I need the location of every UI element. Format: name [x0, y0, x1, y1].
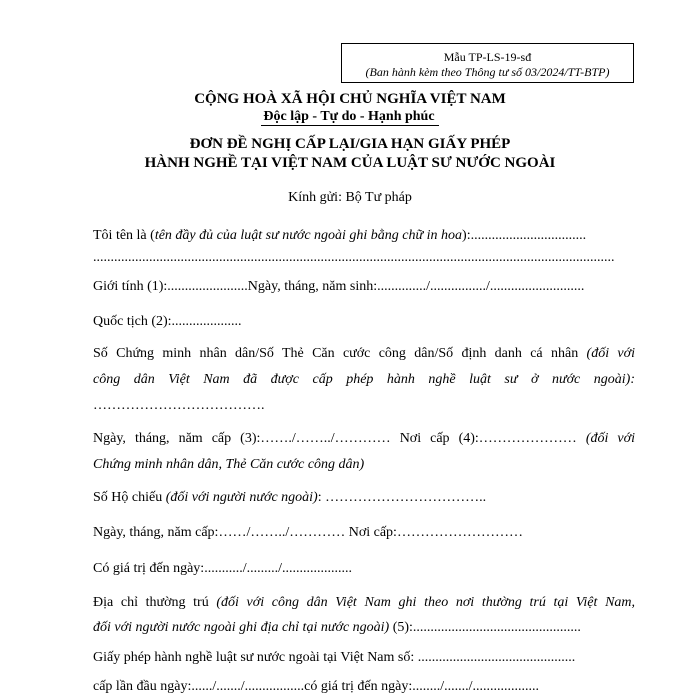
license-issue-field: cấp lần đầu ngày:....../......./.................có giá trị đến ngày:......../......./...................	[93, 679, 539, 694]
name-dots: ):.................................	[462, 228, 587, 243]
form-code-box	[341, 43, 634, 83]
motto-text: Độc lập - Tự do - Hạnh phúc	[261, 109, 438, 126]
id-hint-1: (đối với	[586, 346, 635, 361]
license-number-field: Giấy phép hành nghề luật sư nước ngoài tại Việt Nam số: .............................................	[93, 650, 576, 665]
passport-issue-field: Ngày, tháng, năm cấp:……/……../………… Nơi cấp:………………………	[93, 525, 523, 540]
id-issue-line-2: Chứng minh nhân dân, Thẻ Căn cước công dân)	[93, 457, 365, 472]
document-title-line-1: ĐƠN ĐỀ NGHỊ CẤP LẠI/GIA HẠN GIẤY PHÉP	[189, 136, 511, 152]
residence-hint-2: đối với người nước ngoài ghi địa chỉ tại nước ngoài)	[93, 620, 390, 635]
name-hint: tên đầy đủ của luật sư nước ngoài ghi bằng chữ in hoa	[154, 228, 463, 243]
motto	[0, 109, 700, 125]
nationality-field: Quốc tịch (2):....................	[93, 314, 242, 329]
residence-hint-1: (đối với công dân Việt Nam ghi theo nơi thường trú tại Việt Nam,	[216, 595, 635, 610]
name-field	[93, 228, 635, 244]
id-number-line-2: công dân Việt Nam đã được cấp phép hành nghề luật sư ở nước ngoài):	[93, 372, 635, 387]
id-issue-hint-1: (đối với	[585, 431, 635, 446]
residence-line-1	[93, 595, 635, 611]
passport-dots: : ……………………………..	[317, 490, 487, 505]
name-label: Tôi tên là (	[93, 228, 155, 243]
form-issued-by: (Ban hành kèm theo Thông tư số 03/2024/TT-BTP)	[365, 65, 610, 79]
id-issue-date: Ngày, tháng, năm cấp (3):……./……../………… Nơi cấp (4):…………………	[93, 431, 586, 446]
residence-dots: (5):................................................	[389, 620, 581, 635]
passport-label: Số Hộ chiếu	[93, 490, 166, 505]
residence-label: Địa chỉ thường trú	[93, 595, 217, 610]
gender-birthdate-field: Giới tính (1):.......................Ngày, tháng, năm sinh:............../................/...........................	[93, 279, 585, 294]
id-number-value: ……………………………….	[93, 398, 265, 413]
id-number-line-1	[93, 346, 635, 362]
passport-hint: (đối với người nước ngoài)	[165, 490, 318, 505]
national-title: CỘNG HOÀ XÃ HỘI CHỦ NGHĨA VIỆT NAM	[194, 91, 506, 107]
id-issue-line-1	[93, 431, 635, 447]
form-code: Mẫu TP-LS-19-sđ	[443, 50, 532, 64]
passport-field	[93, 490, 635, 506]
name-field-continuation: .....................................................................................................................................................	[93, 250, 615, 265]
document-title-line-2: HÀNH NGHỀ TẠI VIỆT NAM CỦA LUẬT SƯ NƯỚC NGOÀI	[144, 155, 556, 171]
residence-line-2	[93, 620, 635, 636]
id-label: Số Chứng minh nhân dân/Số Thẻ Căn cước công dân/Số định danh cá nhân	[93, 346, 587, 361]
valid-until-field: Có giá trị đến ngày:.........../........./....................	[93, 561, 352, 576]
recipient: Kính gửi: Bộ Tư pháp	[288, 190, 412, 205]
